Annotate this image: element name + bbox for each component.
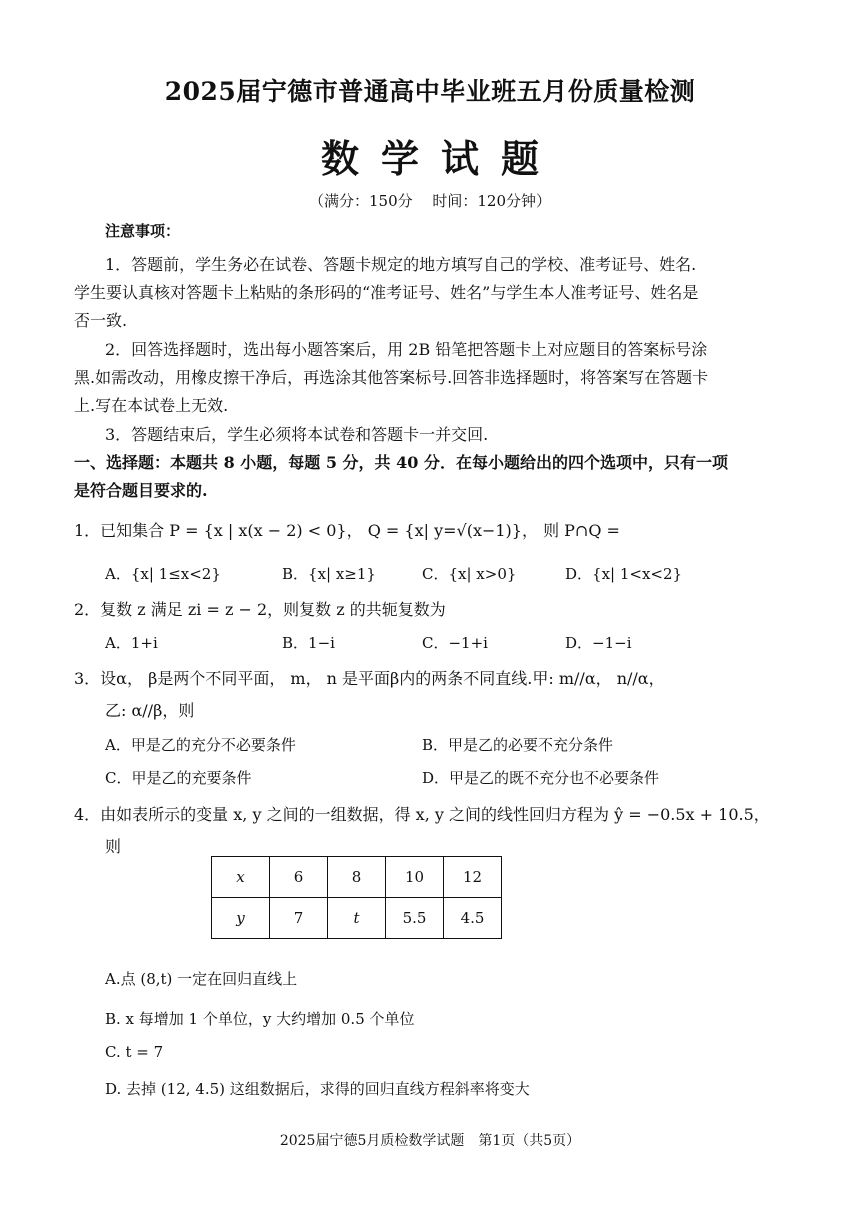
question-1-option-b: B．{x| x≥1} xyxy=(282,565,376,583)
table-row-x xyxy=(212,857,502,898)
question-1-stem: 1．已知集合 P = {x | x(x − 2) < 0}， Q = {x| y=√(x−1)}， 则 P∩Q = xyxy=(74,521,620,540)
question-4-option-a: A.点 (8,t) 一定在回归直线上 xyxy=(105,970,298,988)
question-2-stem: 2．复数 z 满足 zi = z − 2，则复数 z 的共轭复数为 xyxy=(74,600,446,619)
question-2-option-d: D．−1−i xyxy=(565,634,632,652)
question-1-option-a: A．{x| 1≤x<2} xyxy=(105,565,221,583)
question-1-option-d: D．{x| 1<x<2} xyxy=(565,565,683,583)
exam-meta: （满分：150分 时间：120分钟） xyxy=(308,192,552,210)
page-footer: 2025届宁德5月质检数学试题 第1页（共5页） xyxy=(279,1133,581,1149)
question-2-option-a: A．1+i xyxy=(105,634,158,652)
notice-line: 黑.如需改动，用橡皮擦干净后，再选涂其他答案标号.回答非选择题时，将答案写在答题卡 xyxy=(74,368,709,387)
table-cell: 5.5 xyxy=(386,898,444,939)
question-3-option-c: C．甲是乙的充要条件 xyxy=(105,769,252,787)
question-3-option-b: B．甲是乙的必要不充分条件 xyxy=(422,736,614,754)
question-4-option-d: D. 去掉 (12, 4.5) 这组数据后，求得的回归直线方程斜率将变大 xyxy=(105,1080,530,1098)
section-heading-cont: 是符合题目要求的. xyxy=(74,481,208,500)
notice-heading: 注意事项： xyxy=(105,222,181,240)
question-2-option-c: C．−1+i xyxy=(422,634,488,652)
table-row-y xyxy=(212,898,502,939)
question-3-stem: 3．设α， β是两个不同平面， m， n 是平面β内的两条不同直线.甲: m//α， n//α， xyxy=(74,669,665,688)
question-4-stem: 4．由如表所示的变量 x, y 之间的一组数据，得 x, y 之间的线性回归方程为 ŷ = −0.5x + 10.5， xyxy=(74,805,770,824)
table-cell: 6 xyxy=(270,857,328,898)
subject-title: 数学试题 xyxy=(320,136,561,181)
notice-line: 学生要认真核对答题卡上粘贴的条形码的“准考证号、姓名”与学生本人准考证号、姓名是 xyxy=(74,283,699,302)
question-3-option-d: D．甲是乙的既不充分也不必要条件 xyxy=(422,769,660,787)
question-2-option-b: B．1−i xyxy=(282,634,335,652)
section-heading: 一、选择题：本题共 8 小题，每题 5 分，共 40 分．在每小题给出的四个选项中，只有一项 xyxy=(74,453,728,472)
table-cell: x xyxy=(212,857,270,898)
question-4-stem-cont: 则 xyxy=(105,837,122,856)
regression-data-table xyxy=(211,856,502,939)
notice-line: 上.写在本试卷上无效. xyxy=(74,396,229,415)
question-4-option-b: B. x 每增加 1 个单位，y 大约增加 0.5 个单位 xyxy=(105,1010,415,1028)
table-cell: 10 xyxy=(386,857,444,898)
table-cell: 12 xyxy=(444,857,502,898)
exam-title: 2025届宁德市普通高中毕业班五月份质量检测 xyxy=(164,77,696,106)
question-3-option-a: A．甲是乙的充分不必要条件 xyxy=(105,736,296,754)
table-cell: 7 xyxy=(270,898,328,939)
notice-line: 3．答题结束后，学生必须将本试卷和答题卡一并交回. xyxy=(105,425,489,444)
table-cell: 4.5 xyxy=(444,898,502,939)
table-cell: y xyxy=(212,898,270,939)
question-4-option-c: C. t = 7 xyxy=(105,1043,164,1061)
notice-line: 2．回答选择题时，选出每小题答案后，用 2B 铅笔把答题卡上对应题目的答案标号涂 xyxy=(105,340,708,359)
question-1-option-c: C．{x| x>0} xyxy=(422,565,517,583)
notice-line: 否一致. xyxy=(74,311,128,330)
table-cell: t xyxy=(328,898,386,939)
table-cell: 8 xyxy=(328,857,386,898)
question-3-stem-cont: 乙: α//β，则 xyxy=(105,701,195,720)
notice-line: 1．答题前，学生务必在试卷、答题卡规定的地方填写自己的学校、准考证号、姓名. xyxy=(105,255,697,274)
